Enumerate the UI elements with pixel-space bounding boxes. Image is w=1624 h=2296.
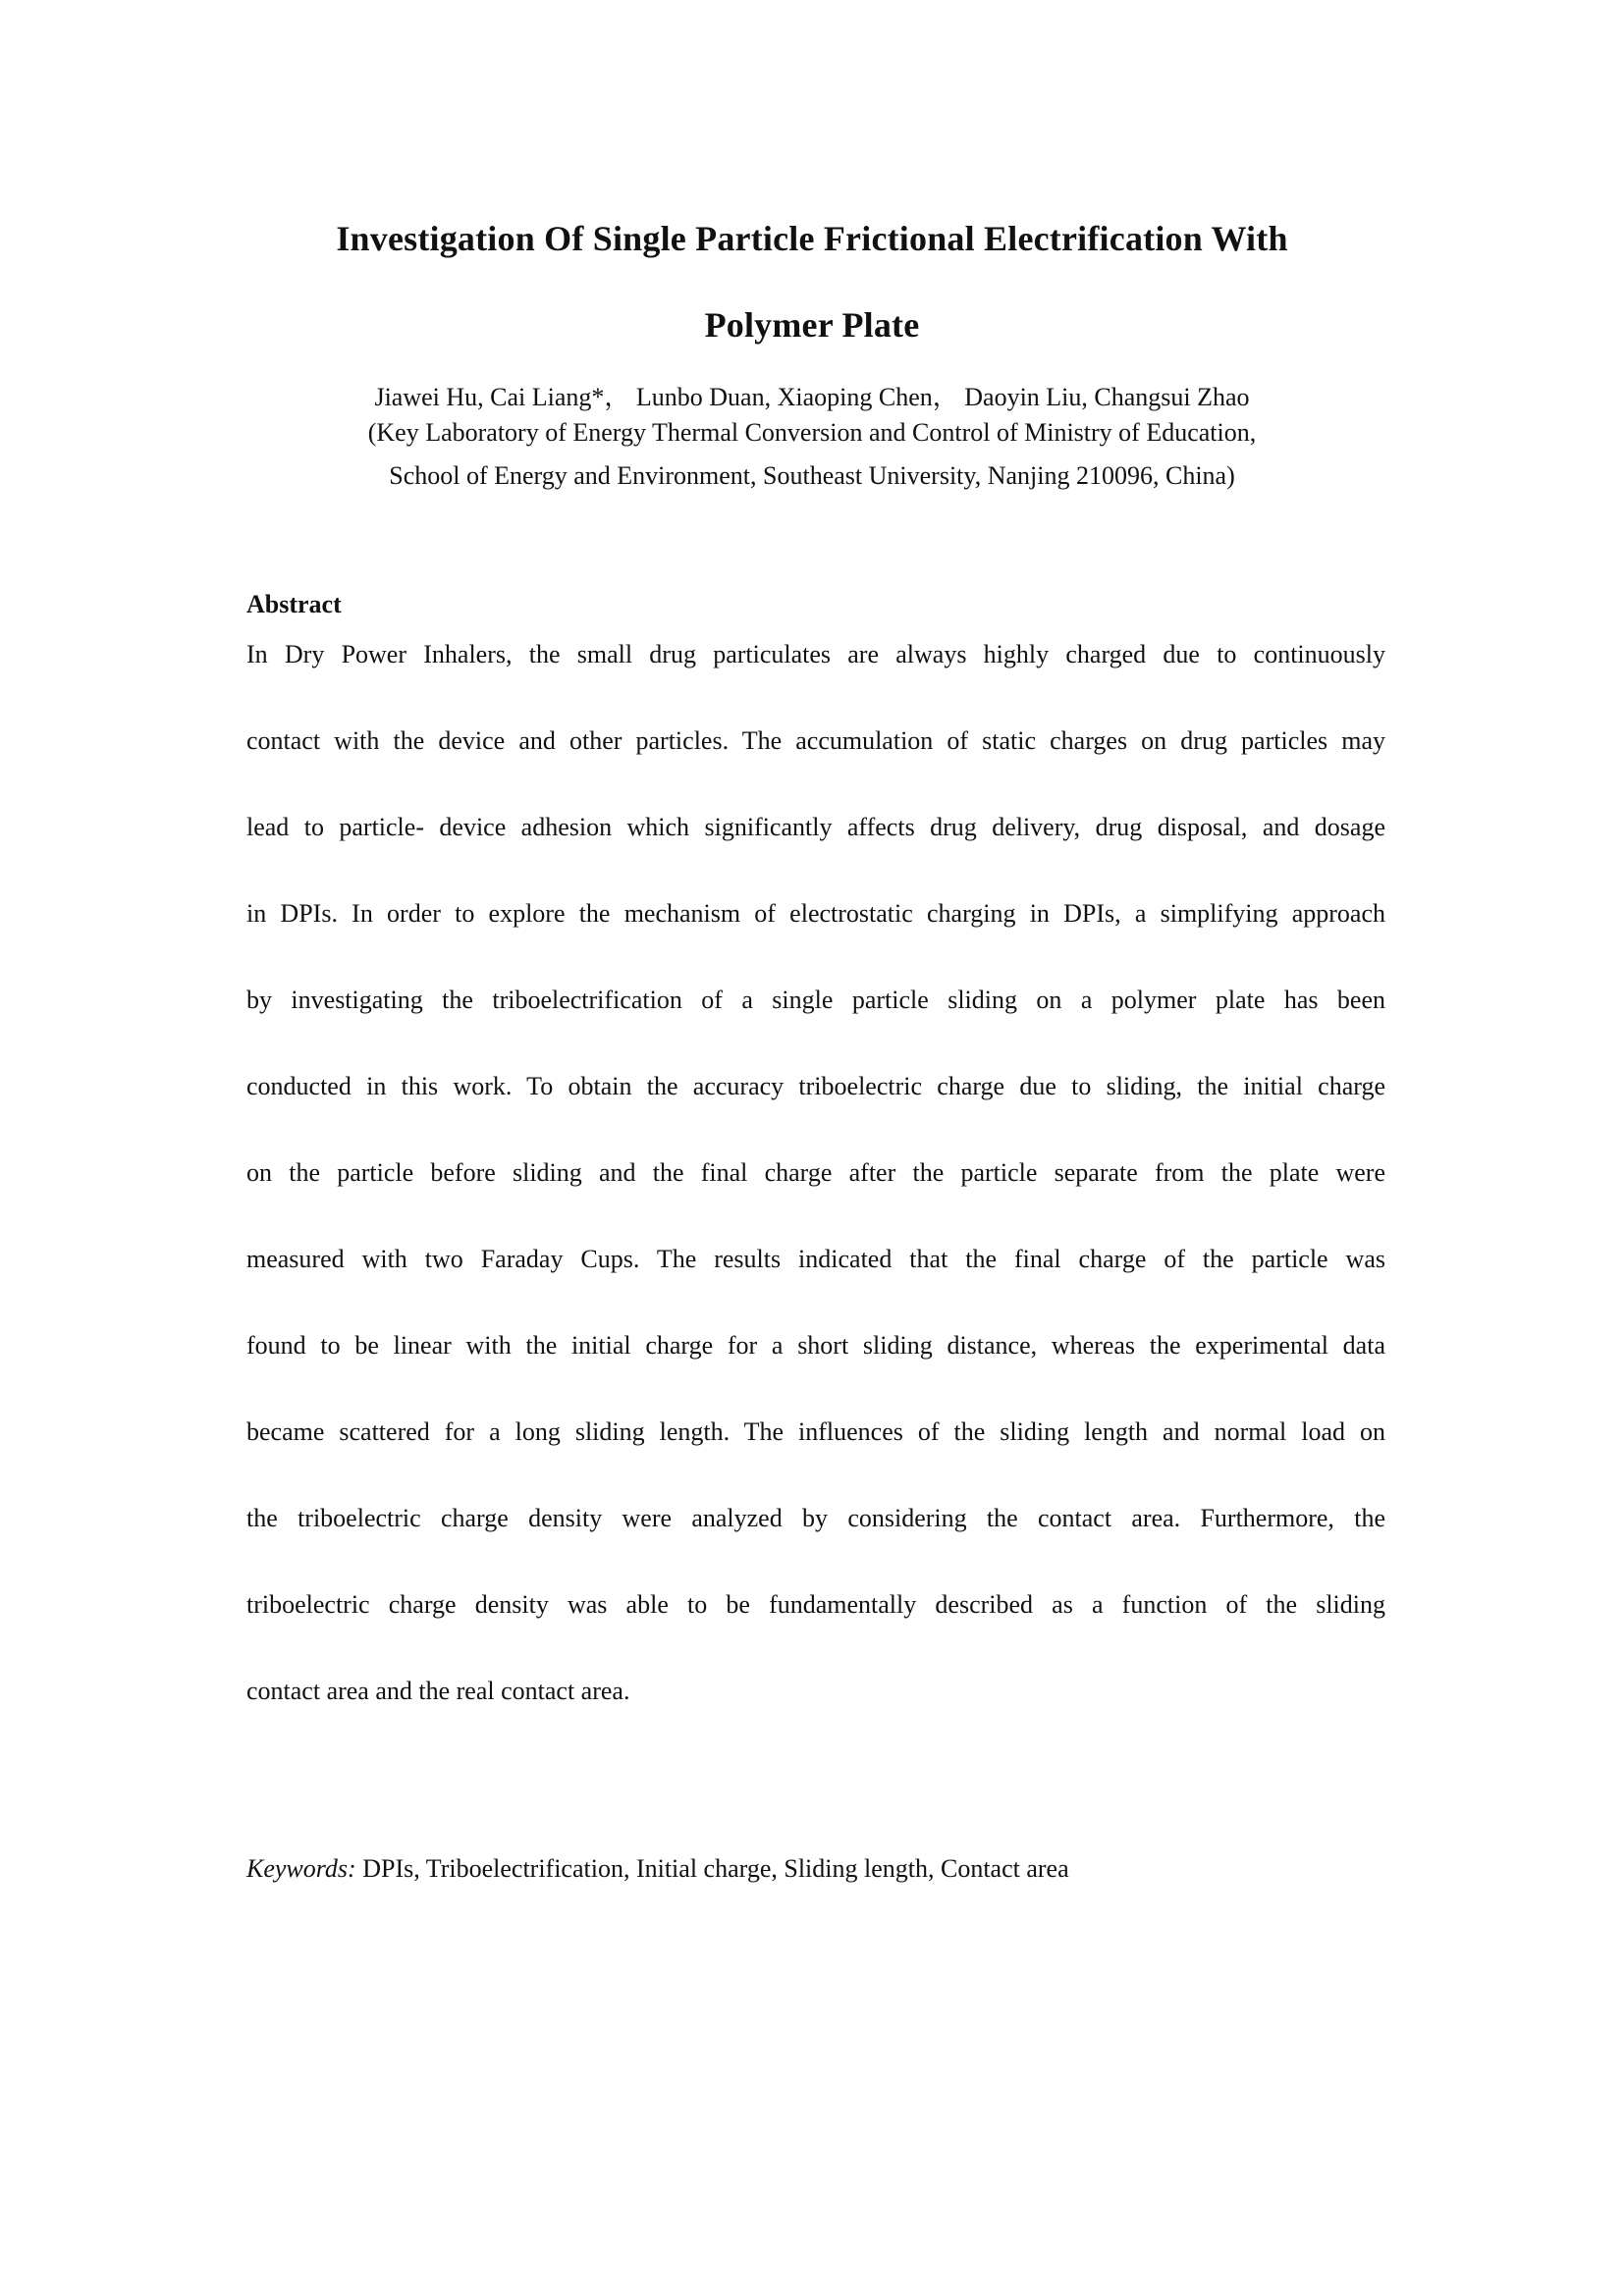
abstract-line: found to be linear with the initial charge for a short sliding distance, whereas the experimental data [246,1331,1385,1360]
abstract-line: became scattered for a long sliding length. The influences of the sliding length and normal load on [246,1417,1385,1446]
abstract-line: the triboelectric charge density were analyzed by considering the contact area. Furthermore, the [246,1504,1385,1532]
affiliation-line-2: School of Energy and Environment, Southeast University, Nanjing 210096, China) [389,461,1235,490]
abstract-line: lead to particle- device adhesion which significantly affects drug delivery, drug disposal, and dosage [246,813,1385,841]
abstract-line: triboelectric charge density was able to be fundamentally described as a function of the sliding [246,1590,1385,1619]
author-list: Jiawei Hu, Cai Liang*， Lunbo Duan, Xiaoping Chen， Daoyin Liu, Changsui Zhao [374,383,1250,411]
affiliation-line-1: (Key Laboratory of Energy Thermal Conversion and Control of Ministry of Education, [367,418,1257,447]
title-line-1: Investigation Of Single Particle Frictional Electrification With [336,219,1288,258]
abstract-line: by investigating the triboelectrification of a single particle sliding on a polymer plate has been [246,986,1385,1014]
abstract-line: in DPIs. In order to explore the mechanism of electrostatic charging in DPIs, a simplifying approach [246,899,1385,928]
abstract-line: measured with two Faraday Cups. The results indicated that the final charge of the particle was [246,1245,1385,1273]
keywords [246,1854,1069,1884]
abstract-line: contact with the device and other particles. The accumulation of static charges on drug particles may [246,726,1385,755]
abstract-line: In Dry Power Inhalers, the small drug particulates are always highly charged due to continuously [246,640,1385,668]
keywords-list: DPIs, Triboelectrification, Initial charge, Sliding length, Contact area [355,1854,1069,1883]
abstract-line: on the particle before sliding and the final charge after the particle separate from the plate were [246,1158,1385,1187]
abstract-heading: Abstract [246,590,342,618]
abstract-line: contact area and the real contact area. [246,1677,630,1705]
title-line-2: Polymer Plate [704,305,920,345]
keywords-label: Keywords: [246,1854,356,1883]
abstract-line: conducted in this work. To obtain the accuracy triboelectric charge due to sliding, the initial charge [246,1072,1385,1100]
